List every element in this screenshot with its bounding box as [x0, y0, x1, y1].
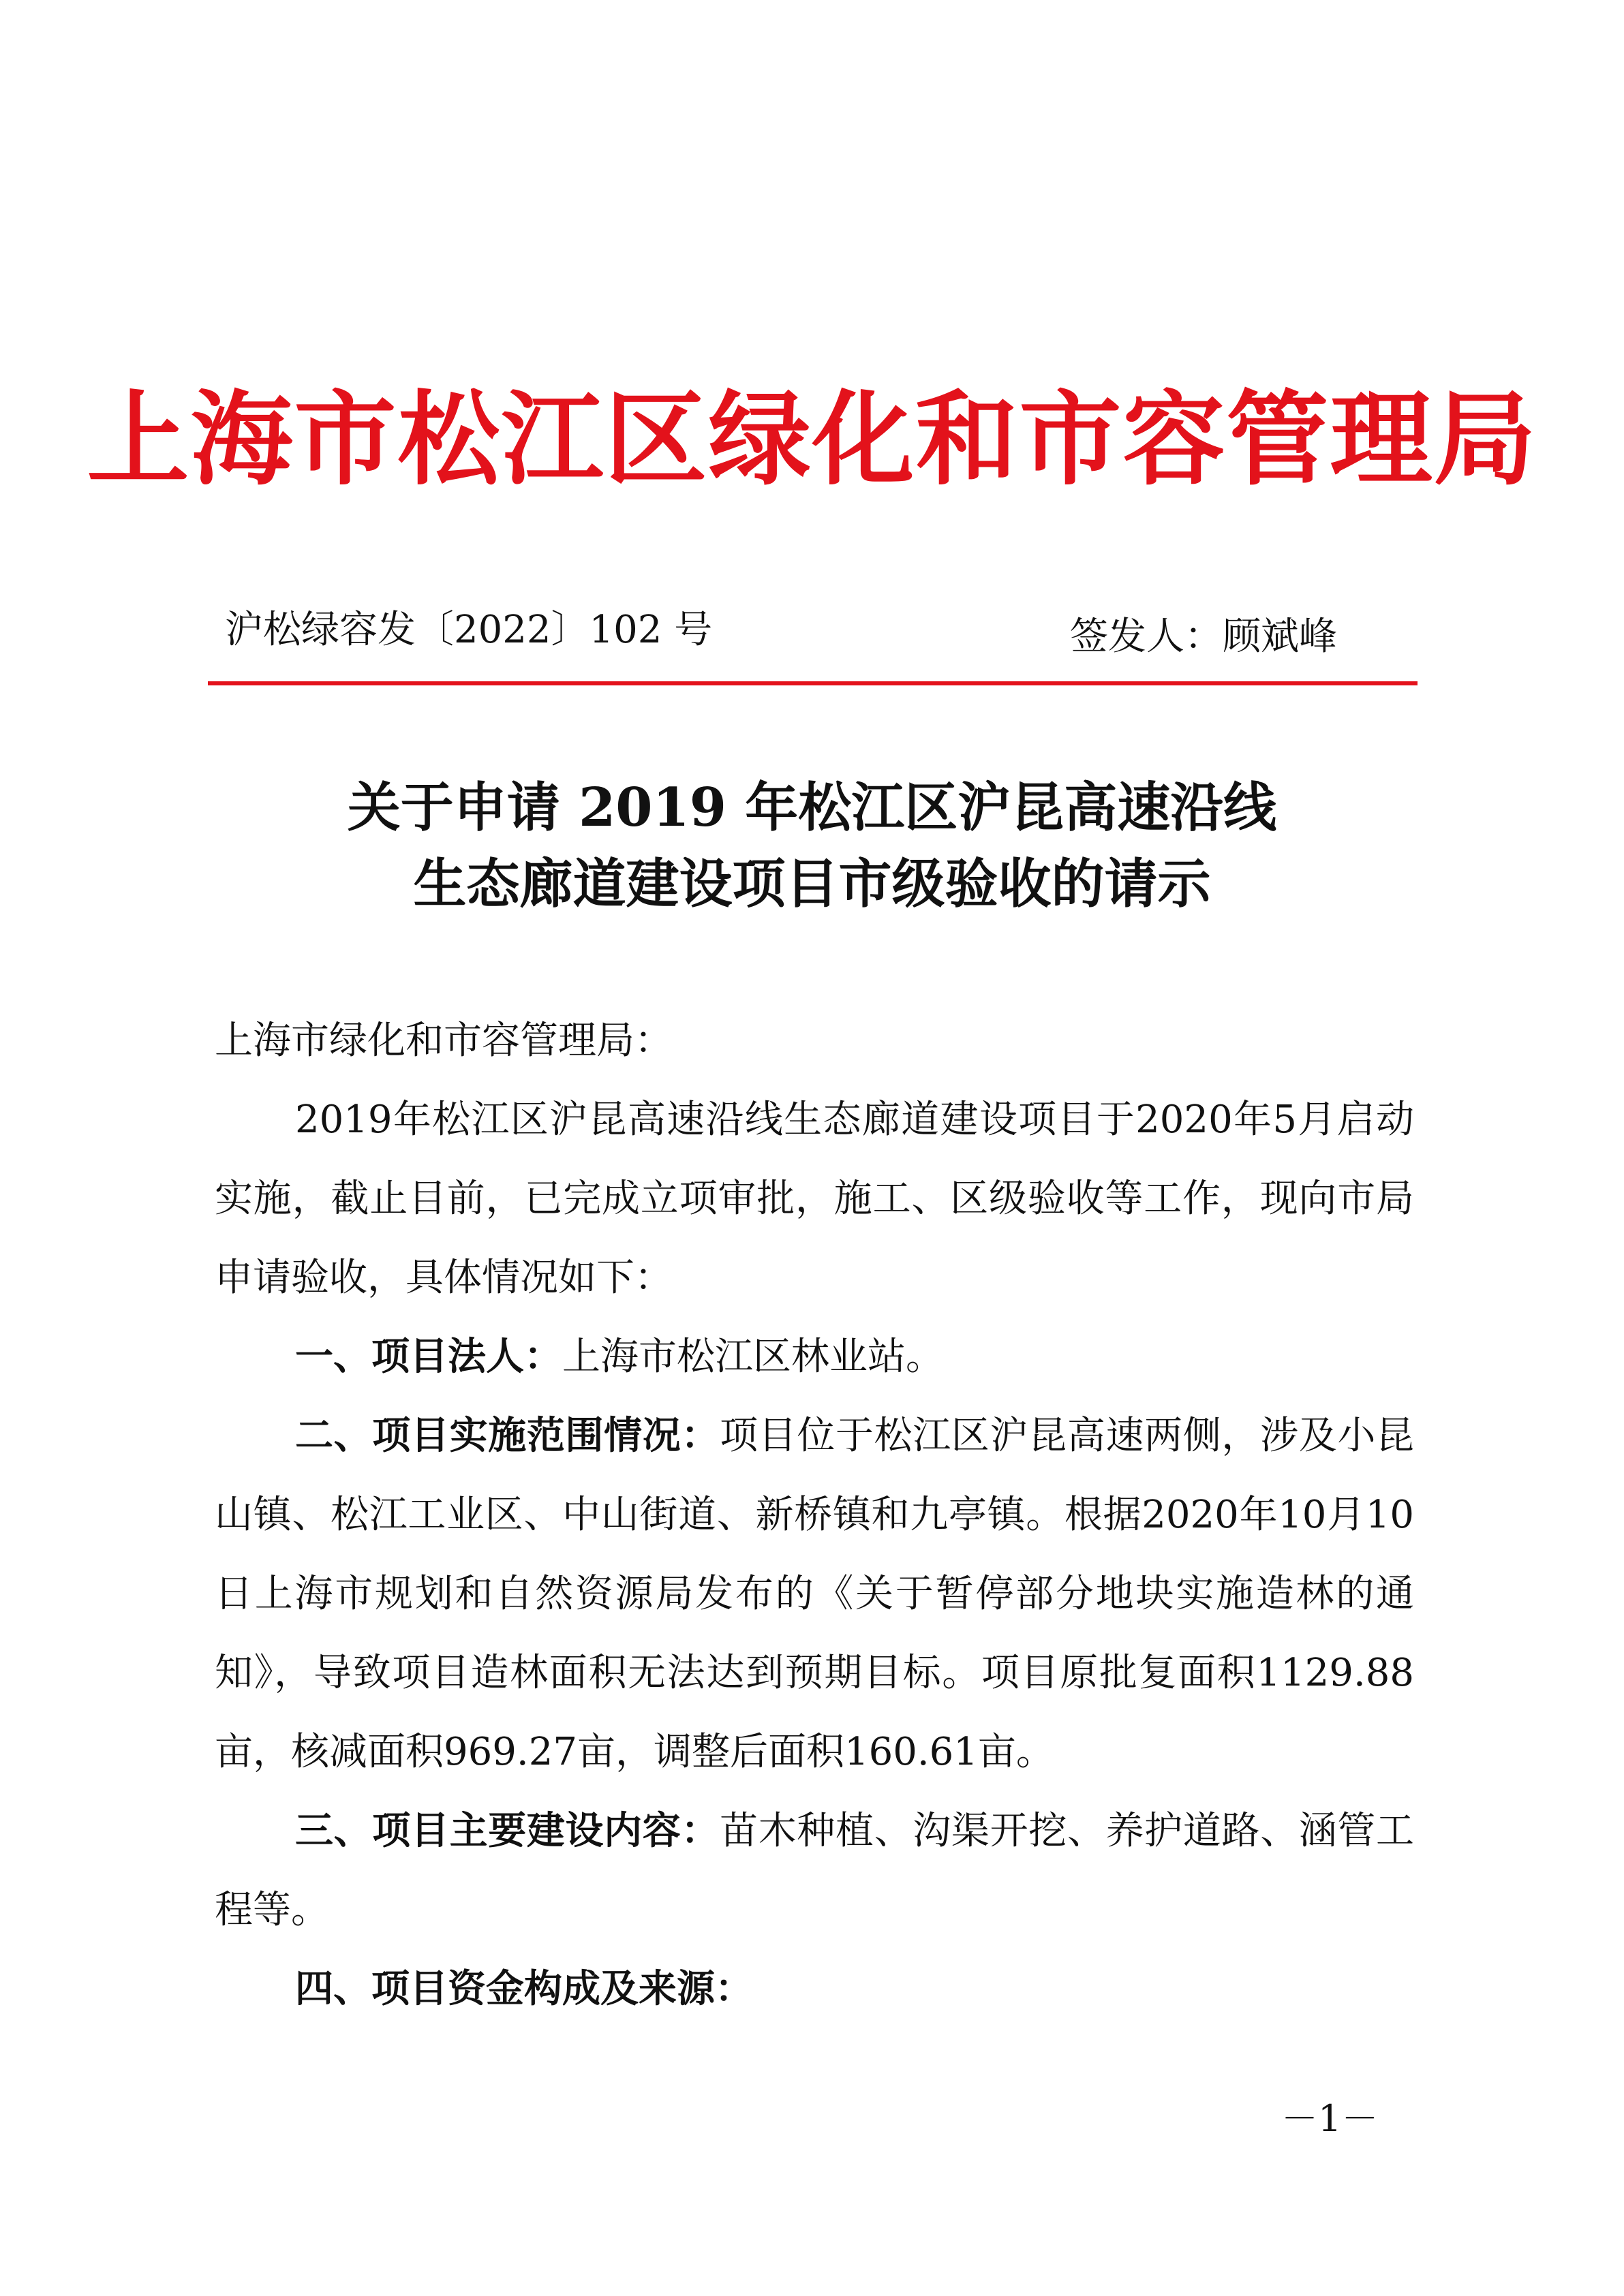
section-3-label: 三、项目主要建设内容：	[295, 1809, 720, 1853]
signer: 签发人：顾斌峰	[1070, 615, 1337, 659]
section-1-label: 一、项目法人：	[295, 1335, 562, 1379]
section-3	[215, 1792, 1414, 1950]
title-line-2: 生态廊道建设项目市级验收的请示	[413, 853, 1211, 915]
section-4	[215, 1950, 1414, 2029]
section-2	[215, 1397, 1414, 1792]
page-number: －1－	[1281, 2097, 1379, 2140]
document-title	[0, 770, 1624, 922]
section-1-text: 上海市松江区林业站。	[562, 1335, 944, 1379]
red-divider	[208, 681, 1418, 685]
document-number: 沪松绿容发〔2022〕102 号	[225, 608, 713, 652]
section-3-text: 苗木种植、沟渠开挖、养护道路、涵管工程等。	[215, 1809, 1415, 1932]
agency-header: 上海市松江区绿化和市容管理局	[87, 379, 1537, 499]
section-2-text: 项目位于松江区沪昆高速两侧，涉及小昆山镇、松江工业区、中山街道、新桥镇和九亭镇。根据2020年10月10日上海市规划和自然资源局发布的《关于暂停部分地块实施造林的通知》，导致项目造林面积无法达到预期目标。项目原批复面积1129.88亩，核减面积969.27亩，调整后面积160.61亩。	[215, 1414, 1415, 1774]
title-line-1: 关于申请 2019 年松江区沪昆高速沿线	[347, 777, 1277, 839]
intro-paragraph: 2019年松江区沪昆高速沿线生态廊道建设项目于2020年5月启动实施，截止目前，已完成立项审批，施工、区级验收等工作，现向市局申请验收，具体情况如下：	[215, 1098, 1414, 1300]
section-2-label: 二、项目实施范围情况：	[295, 1414, 720, 1458]
salutation: 上海市绿化和市容管理局：	[215, 1019, 673, 1063]
section-1	[215, 1318, 1414, 1397]
section-4-label: 四、项目资金构成及来源：	[295, 1967, 753, 2011]
document-body	[215, 1002, 1414, 2029]
